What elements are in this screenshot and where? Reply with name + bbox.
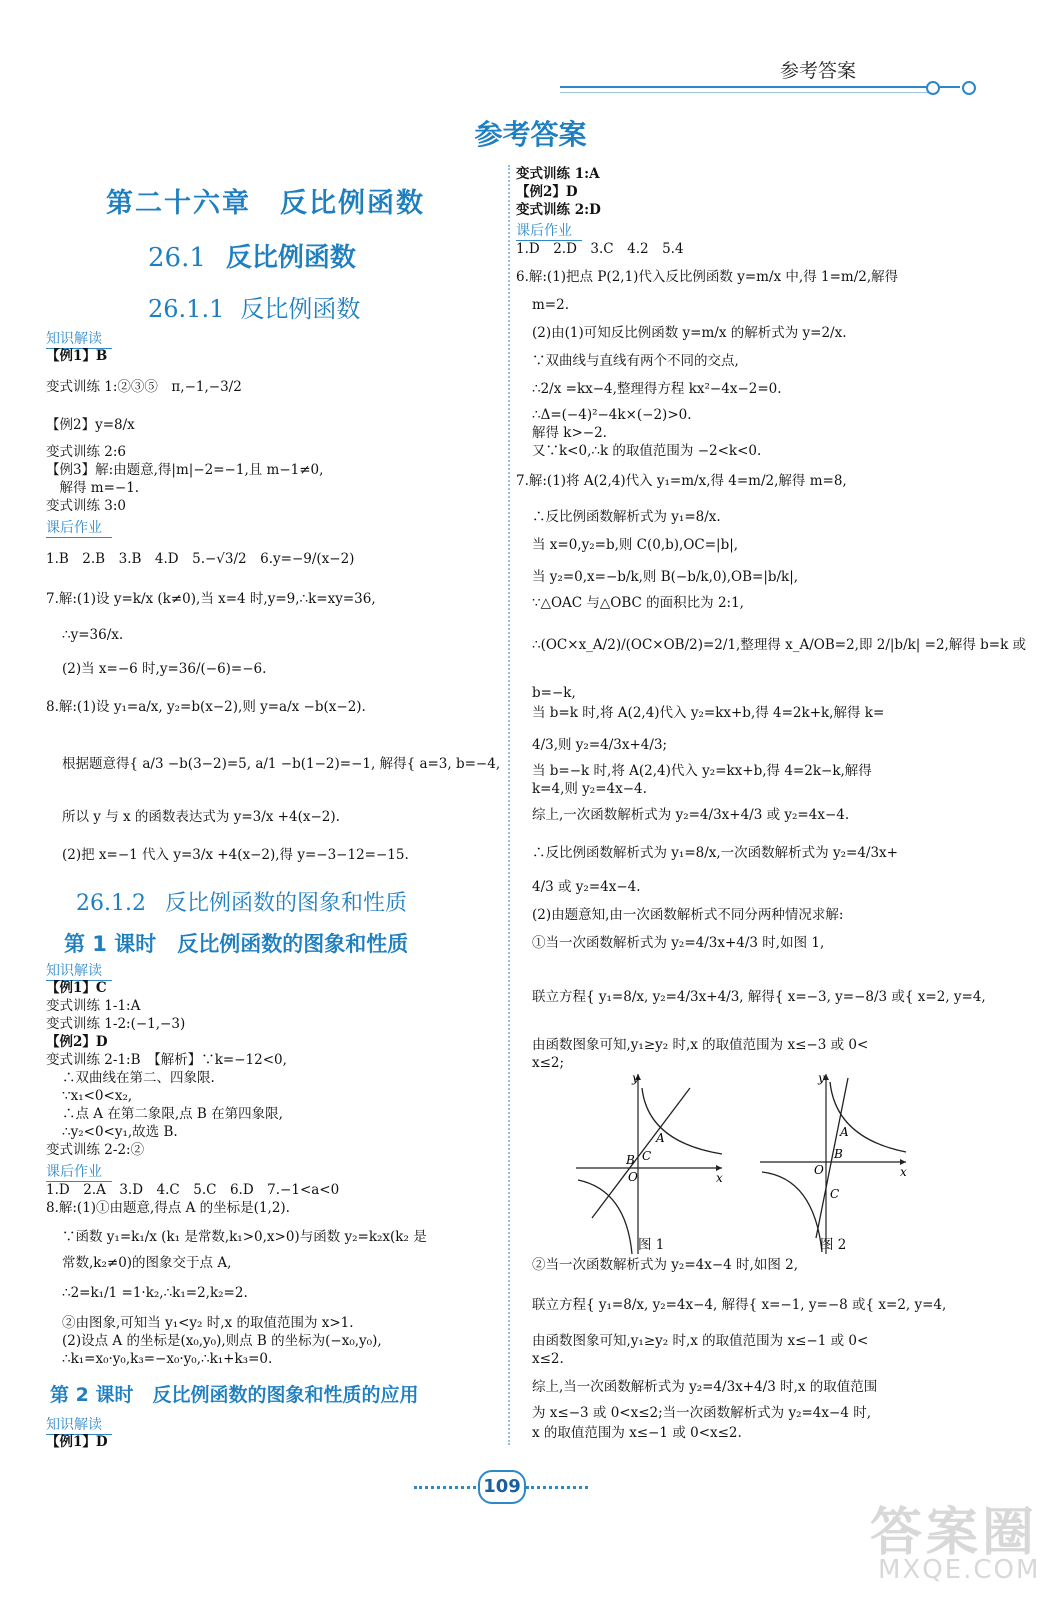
figure-1-graph: [572, 1068, 732, 1258]
subsection-number: 26.1.1: [148, 295, 225, 323]
section-heading: [148, 237, 356, 274]
answer-line: 【例1】C: [46, 980, 107, 996]
answer-line: 变式训练 2:D: [516, 202, 601, 218]
answer-line: 【例2】D: [46, 1034, 108, 1050]
answer-line: (2)设点 A 的坐标是(x₀,y₀),则点 B 的坐标为(−x₀,y₀),: [62, 1333, 382, 1349]
answer-line: 1.D 2.D 3.C 4.2 5.4: [516, 241, 684, 257]
answer-line: (2)由(1)可知反比例函数 y=m/x 的解析式为 y=2/x.: [532, 325, 847, 341]
label: O: [628, 1170, 638, 1184]
answer-line: ∴y=36/x.: [62, 627, 124, 643]
label: x: [900, 1165, 907, 1179]
answer-line: 6.解:(1)把点 P(2,1)代入反比例函数 y=m/x 中,得 1=m/2,解得: [516, 269, 899, 285]
answer-line: ②由图象,可知当 y₁<y₂ 时,x 的取值范围为 x>1.: [62, 1315, 354, 1331]
answer-line: 4/3 或 y₂=4x−4.: [532, 879, 641, 895]
line-graph: [592, 1088, 690, 1218]
answer-line: 变式训练 2-1:B 【解析】∵k=−12<0,: [46, 1052, 287, 1068]
answer-line: 【例1】B: [46, 348, 108, 364]
answer-line: 变式训练 2-2:②: [46, 1142, 145, 1158]
answer-line: k=4,则 y₂=4x−4.: [532, 781, 647, 797]
label: y: [818, 1071, 825, 1085]
answer-line: 变式训练 3:0: [46, 498, 127, 514]
answer-line: 4/3,则 y₂=4/3x+4/3;: [532, 737, 668, 753]
subsection-title: 反比例函数: [240, 295, 361, 323]
answer-line: 当 x=0,y₂=b,则 C(0,b),OC=|b|,: [532, 537, 739, 553]
answer-line: ∴(OC×x_A/2)/(OC×OB/2)=2/1,整理得 x_A/OB=2,即 2/|b/k| =2,解得 b=k 或: [532, 637, 1027, 653]
hyperbola-branch: [762, 1172, 822, 1252]
subsection-number: 26.1.2: [76, 891, 146, 916]
answer-line: 1.B 2.B 3.B 4.D 5.−√3/2 6.y=−9/(x−2): [46, 551, 355, 567]
answer-line: 当 b=k 时,将 A(2,4)代入 y₂=kx+b,得 4=2k+k,解得 k=: [532, 705, 885, 721]
answer-line: 8.解:(1)设 y₁=a/x, y₂=b(x−2),则 y=a/x −b(x−2).: [46, 699, 366, 715]
answer-line: 变式训练 1:②③⑤ π,−1,−3/2: [46, 379, 242, 395]
answer-line: ∵双曲线与直线有两个不同的交点,: [532, 353, 739, 369]
footer-dots: [526, 1486, 588, 1489]
answer-line: 变式训练 1-1:A: [46, 998, 141, 1014]
page-number: 109: [478, 1470, 526, 1504]
watermark-url: MXQE.COM: [878, 1555, 1041, 1585]
lesson-title: 第 1 课时 反比例函数的图象和性质: [64, 932, 409, 956]
tag-zhishi: 知识解读: [46, 960, 112, 981]
column-divider: [508, 165, 510, 1445]
figure-caption: 图 1: [638, 1237, 665, 1253]
answer-line: ∴双曲线在第二、四象限.: [62, 1070, 215, 1086]
answer-line: 当 y₂=0,x=−b/k,则 B(−b/k,0),OB=|b/k|,: [532, 569, 799, 585]
figure-caption: 图 2: [820, 1237, 847, 1253]
answer-line: 1.D 2.A 3.D 4.C 5.C 6.D 7.−1<a<0: [46, 1182, 340, 1198]
label: x: [716, 1171, 723, 1185]
answer-line: 联立方程{ y₁=8/x, y₂=4/3x+4/3, 解得{ x=−3, y=−8/3 或{ x=2, y=4,: [532, 989, 986, 1005]
footer-dots: [414, 1486, 476, 1489]
header-dot-icon: [926, 81, 940, 95]
answer-line: 综上,一次函数解析式为 y₂=4/3x+4/3 或 y₂=4x−4.: [532, 807, 850, 823]
answer-line: ∴Δ=(−4)²−4k×(−2)>0.: [532, 407, 692, 423]
tag-kehou: 课后作业: [516, 220, 582, 241]
answer-line: (2)当 x=−6 时,y=36/(−6)=−6.: [62, 661, 267, 677]
answer-line: 又∵k<0,∴k 的取值范围为 −2<k<0.: [532, 443, 762, 459]
answer-line: x≤2;: [532, 1055, 565, 1071]
header-rule-thin: [560, 92, 930, 93]
subsection-title: 反比例函数的图象和性质: [164, 891, 407, 916]
tag-zhishi: 知识解读: [46, 1414, 112, 1435]
section-number: 26.1: [148, 243, 206, 273]
header-dot-icon: [962, 81, 976, 95]
answer-line: 为 x≤−3 或 0<x≤2;当一次函数解析式为 y₂=4x−4 时,: [532, 1405, 871, 1421]
tag-kehou: 课后作业: [46, 1161, 112, 1182]
answer-line: 【例2】D: [516, 184, 578, 200]
answer-line: (2)把 x=−1 代入 y=3/x +4(x−2),得 y=−3−12=−15.: [62, 847, 409, 863]
answer-line: 所以 y 与 x 的函数表达式为 y=3/x +4(x−2).: [62, 809, 340, 825]
answer-line: b=−k,: [532, 685, 576, 701]
label: O: [814, 1163, 824, 1177]
label: A: [840, 1125, 849, 1139]
label: B: [834, 1147, 843, 1161]
answer-line: 7.解:(1)设 y=k/x (k≠0),当 x=4 时,y=9,∴k=xy=36,: [46, 591, 376, 607]
tag-zhishi: 知识解读: [46, 328, 112, 349]
answer-line: 常数,k₂≠0)的图象交于点 A,: [62, 1255, 232, 1271]
answer-line: x≤2.: [532, 1351, 564, 1367]
answer-line: ∴点 A 在第二象限,点 B 在第四象限,: [62, 1106, 283, 1122]
answer-line: 由函数图象可知,y₁≥y₂ 时,x 的取值范围为 x≤−3 或 0<: [532, 1037, 869, 1053]
header-rule: [560, 86, 960, 88]
answer-line: ∵x₁<0<x₂,: [62, 1088, 133, 1104]
answer-line: x 的取值范围为 x≤−1 或 0<x≤2.: [532, 1425, 742, 1441]
chapter-title: 第二十六章 反比例函数: [106, 188, 425, 219]
answer-line: ∴2=k₁/1 =1·k₂,∴k₁=2,k₂=2.: [62, 1285, 248, 1301]
answer-line: ∴反比例函数解析式为 y₁=8/x.: [532, 509, 721, 525]
answer-line: ∴反比例函数解析式为 y₁=8/x,一次函数解析式为 y₂=4/3x+: [532, 845, 898, 861]
answer-line: 变式训练 1-2:(−1,−3): [46, 1016, 186, 1032]
lesson-title: 第 2 课时 反比例函数的图象和性质的应用: [50, 1384, 419, 1406]
answer-line: 解得 k>−2.: [532, 425, 607, 441]
line-graph: [816, 1078, 848, 1238]
answer-line: m=2.: [532, 297, 569, 313]
answer-line: 由函数图象可知,y₁≥y₂ 时,x 的取值范围为 x≤−1 或 0<: [532, 1333, 869, 1349]
page-title: 参考答案: [474, 118, 587, 151]
answer-line: 【例2】y=8/x: [46, 417, 135, 433]
answer-line: ∴k₁=x₀·y₀,k₃=−x₀·y₀,∴k₁+k₃=0.: [62, 1351, 273, 1367]
answer-line: 联立方程{ y₁=8/x, y₂=4x−4, 解得{ x=−1, y=−8 或{ x=2, y=4,: [532, 1297, 947, 1313]
label: C: [830, 1187, 840, 1201]
answer-line: ∴2/x =kx−4,整理得方程 kx²−4x−2=0.: [532, 381, 782, 397]
subsection-heading: [148, 289, 360, 324]
label: B: [626, 1153, 635, 1167]
hyperbola-branch: [578, 1180, 632, 1254]
figure-2-graph: [756, 1068, 916, 1258]
answer-line: 【例3】解:由题意,得|m|−2=−1,且 m−1≠0,: [46, 462, 324, 478]
answer-line: 【例1】D: [46, 1434, 108, 1450]
answer-line: 变式训练 2:6: [46, 444, 127, 460]
hyperbola-branch: [830, 1082, 906, 1152]
answer-line: 解得 m=−1.: [46, 480, 140, 496]
answer-line: 当 b=−k 时,将 A(2,4)代入 y₂=kx+b,得 4=2k−k,解得: [532, 763, 872, 779]
answer-line: 变式训练 1:A: [516, 166, 600, 182]
answer-line: ①当一次函数解析式为 y₂=4/3x+4/3 时,如图 1,: [532, 935, 825, 951]
answer-line: 综上,当一次函数解析式为 y₂=4/3x+4/3 时,x 的取值范围: [532, 1379, 878, 1395]
answer-line: 根据题意得{ a/3 −b(3−2)=5, a/1 −b(1−2)=−1, 解得{ a=3, b=−4,: [62, 756, 501, 772]
label: A: [656, 1131, 665, 1145]
label: y: [632, 1071, 639, 1085]
section-title: 反比例函数: [225, 243, 356, 273]
watermark-logo: 答案圈: [870, 1503, 1039, 1563]
running-header: 参考答案: [780, 60, 857, 82]
answer-line: 8.解:(1)①由题意,得点 A 的坐标是(1,2).: [46, 1200, 290, 1216]
answer-line: ∴y₂<0<y₁,故选 B.: [62, 1124, 178, 1140]
subsection-heading: [76, 886, 407, 917]
answer-line: ∵△OAC 与△OBC 的面积比为 2:1,: [532, 595, 744, 611]
tag-kehou: 课后作业: [46, 517, 112, 538]
answer-line: ②当一次函数解析式为 y₂=4x−4 时,如图 2,: [532, 1257, 798, 1273]
answer-line: ∵函数 y₁=k₁/x (k₁ 是常数,k₁>0,x>0)与函数 y₂=k₂x(k₂ 是: [62, 1229, 427, 1245]
label: C: [642, 1149, 652, 1163]
answer-line: (2)由题意知,由一次函数解析式不同分两种情况求解:: [532, 907, 844, 923]
answer-line: 7.解:(1)将 A(2,4)代入 y₁=m/x,得 4=m/2,解得 m=8,: [516, 473, 847, 489]
